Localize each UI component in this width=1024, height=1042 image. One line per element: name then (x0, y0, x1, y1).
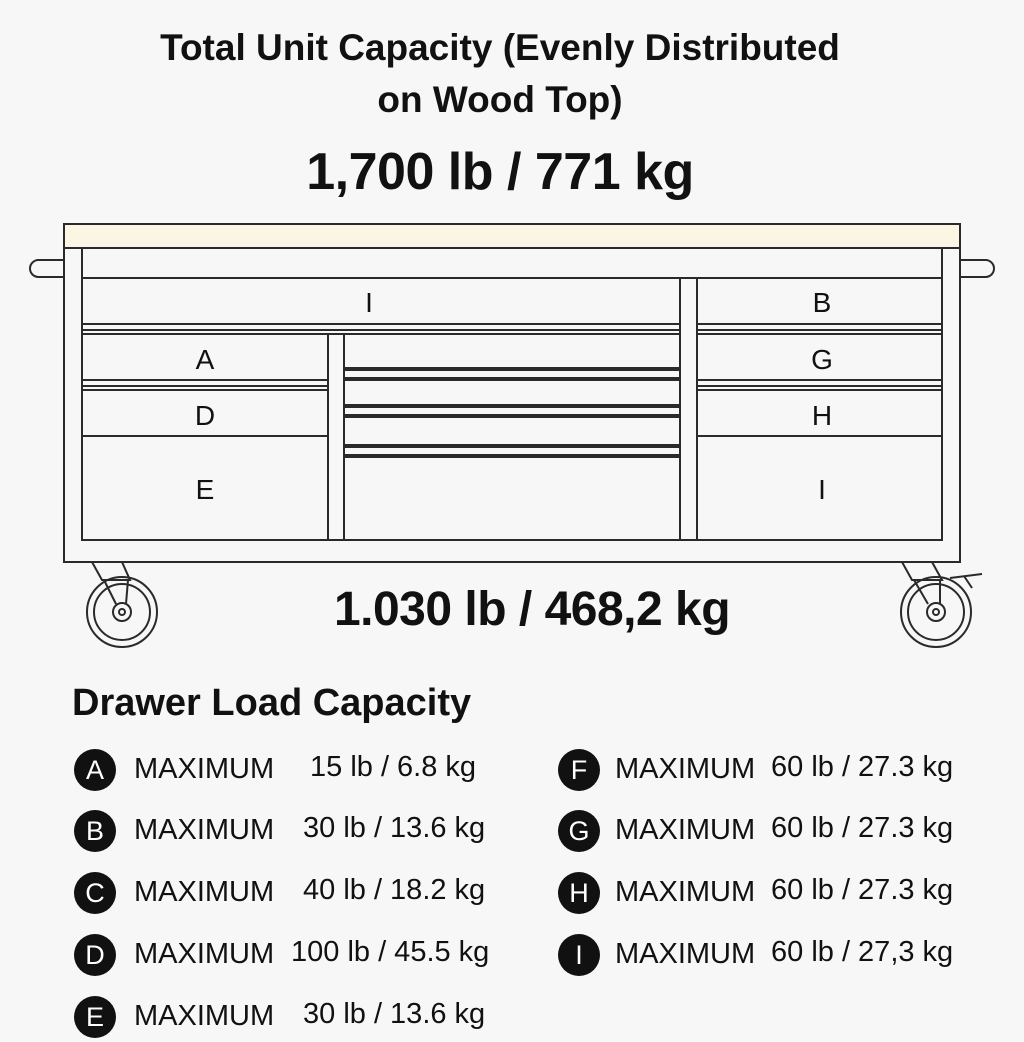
load-value-d: 100 lb / 45.5 kg (291, 936, 490, 968)
load-value-e: 30 lb / 13.6 kg (303, 998, 486, 1030)
drawer-label-top-left: I (365, 287, 373, 318)
limit-label: MAXIMUM (134, 1000, 275, 1032)
badge-c: C (74, 872, 116, 914)
load-value-i: 60 lb / 27,3 kg (771, 936, 954, 968)
load-value-h: 60 lb / 27.3 kg (771, 874, 954, 906)
load-value-a: 15 lb / 6.8 kg (310, 751, 477, 783)
cabinet-capacity: 1.030 lb / 468,2 kg (333, 583, 731, 636)
load-row-f (558, 749, 978, 795)
total-capacity: 1,700 lb / 771 kg (306, 143, 694, 201)
badge-e: E (74, 996, 116, 1038)
drawer-label-top-right: B (812, 287, 832, 318)
drawer-load-title: Drawer Load Capacity (72, 682, 472, 724)
left-caster (87, 562, 157, 647)
load-row-a (74, 749, 514, 795)
badge-b: B (74, 810, 116, 852)
drawer-label-right-1: G (811, 344, 833, 375)
wood-top (64, 224, 960, 248)
limit-label: MAXIMUM (134, 814, 275, 846)
load-value-c: 40 lb / 18.2 kg (303, 874, 486, 906)
load-row-e (74, 996, 514, 1042)
badge-h: H (558, 872, 600, 914)
limit-label: MAXIMUM (134, 753, 275, 785)
load-value-g: 60 lb / 27.3 kg (771, 812, 954, 844)
limit-label: MAXIMUM (615, 876, 756, 908)
load-row-h (558, 872, 978, 918)
badge-f: F (558, 749, 600, 791)
limit-label: MAXIMUM (134, 938, 275, 970)
badge-i: I (558, 934, 600, 976)
drawer-label-right-3: I (818, 474, 826, 505)
load-row-g (558, 810, 978, 856)
load-value-f: 60 lb / 27.3 kg (771, 751, 954, 783)
title-line-2: on Wood Top) (377, 79, 623, 120)
load-row-b (74, 810, 514, 856)
badge-d: D (74, 934, 116, 976)
drawer-label-left-1: A (195, 344, 215, 375)
badge-g: G (558, 810, 600, 852)
load-value-b: 30 lb / 13.6 kg (303, 812, 486, 844)
right-caster (901, 562, 982, 647)
drawer-label-left-2: D (194, 400, 216, 431)
load-row-d (74, 934, 514, 980)
limit-label: MAXIMUM (615, 938, 756, 970)
limit-label: MAXIMUM (615, 753, 756, 785)
title-line-1: Total Unit Capacity (Evenly Distributed (160, 27, 840, 68)
badge-a: A (74, 749, 116, 791)
drawer-label-right-2: H (811, 400, 833, 431)
drawer-label-left-3: E (195, 474, 215, 505)
load-row-c (74, 872, 514, 918)
limit-label: MAXIMUM (134, 876, 275, 908)
limit-label: MAXIMUM (615, 814, 756, 846)
load-row-i (558, 934, 978, 980)
